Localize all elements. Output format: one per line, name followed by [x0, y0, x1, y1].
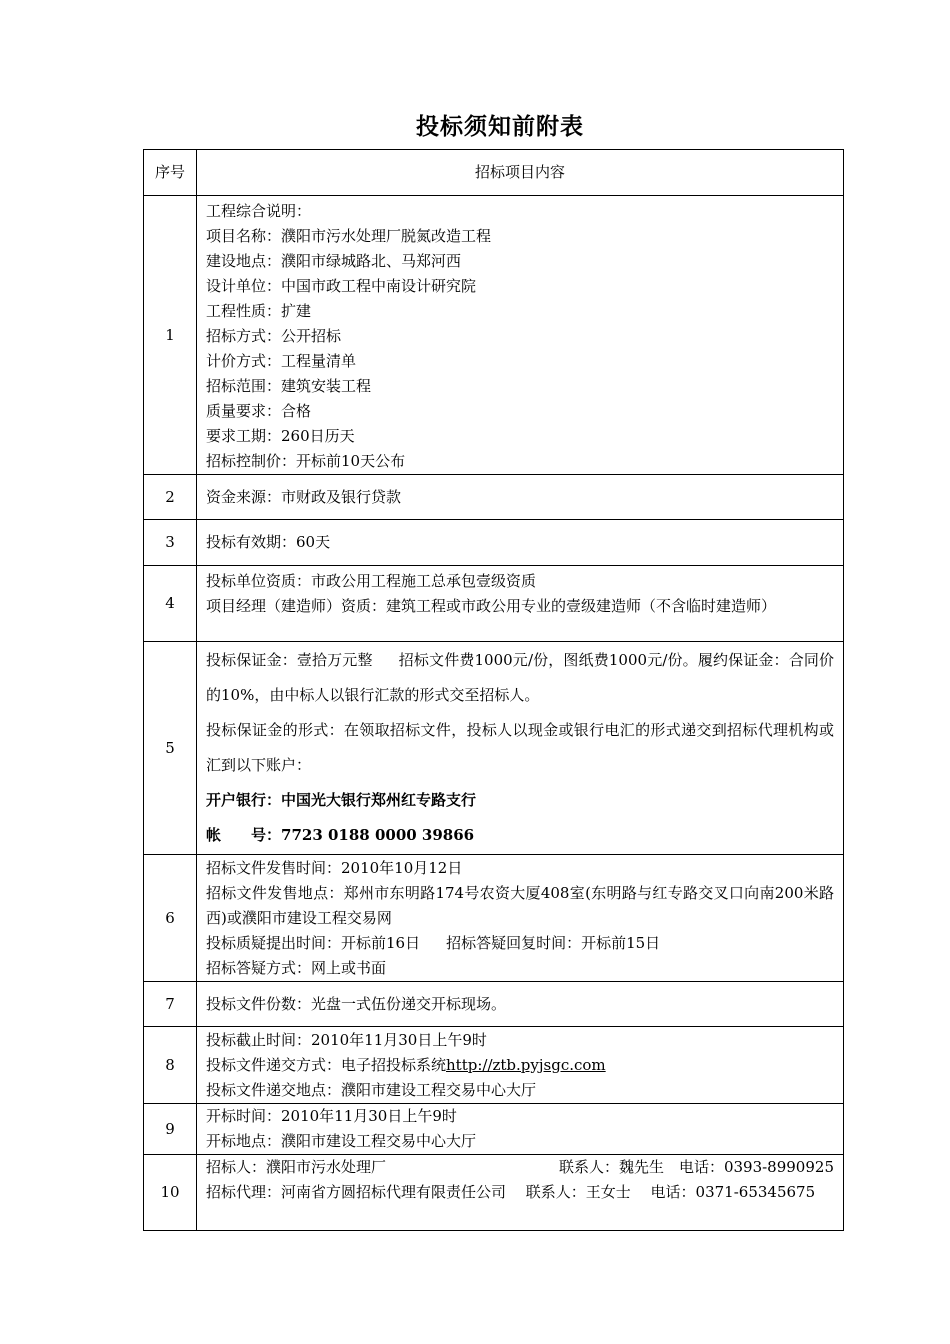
agency-contact: 招标代理：河南省方圆招标代理有限责任公司 联系人：王女士 电话：0371-65345675 — [206, 1183, 816, 1201]
table-row — [144, 196, 844, 475]
bank-account-line — [206, 818, 834, 853]
manager-qualification: 项目经理（建造师）资质：建筑工程或市政公用专业的壹级建造师（不含临时建造师） — [206, 597, 777, 615]
opening-location: 开标地点：濮阳市建设工程交易中心大厅 — [206, 1132, 477, 1150]
design-unit: 设计单位：中国市政工程中南设计研究院 — [206, 277, 477, 295]
row-number: 9 — [144, 1104, 197, 1155]
row-number: 1 — [144, 196, 197, 475]
table-row — [144, 855, 844, 982]
row-content — [197, 1027, 844, 1104]
construction-period: 要求工期：260日历天 — [206, 427, 355, 445]
sale-time: 招标文件发售时间：2010年10月12日 — [206, 859, 463, 877]
query-deadline: 投标质疑提出时间：开标前16日 — [206, 934, 421, 952]
tenderer: 招标人：濮阳市污水处理厂 — [206, 1158, 387, 1176]
row-number: 10 — [144, 1155, 197, 1231]
row-number: 7 — [144, 982, 197, 1027]
opening-time: 开标时间：2010年11月30日上午9时 — [206, 1107, 457, 1125]
row-number: 4 — [144, 566, 197, 642]
sale-location: 招标文件发售地点：郑州市东明路174号农资大厦408室(东明路与红专路交叉口向南200米路西)或濮阳市建设工程交易网 — [206, 884, 834, 927]
submission-method — [206, 1053, 834, 1078]
tenderer-line — [206, 1155, 834, 1180]
table-row — [144, 566, 844, 642]
row-content — [197, 196, 844, 475]
project-name: 项目名称：濮阳市污水处理厂脱氮改造工程 — [206, 227, 492, 245]
row-number: 8 — [144, 1027, 197, 1104]
account-number: 7723 0188 0000 39866 — [281, 826, 475, 844]
row-content — [197, 1155, 844, 1231]
document-fees: 招标文件费1000元/份，图纸费1000元/份。履约保证金：合同价的10%，由中标人以银行汇款的形式交至招标人。 — [206, 651, 834, 704]
bidder-qualification: 投标单位资质：市政公用工程施工总承包壹级资质 — [206, 572, 537, 590]
table-row — [144, 1155, 844, 1231]
table-row — [144, 520, 844, 566]
submission-location: 投标文件递交地点：濮阳市建设工程交易中心大厅 — [206, 1081, 537, 1099]
reply-method: 招标答疑方式：网上或书面 — [206, 959, 387, 977]
table-row — [144, 642, 844, 855]
bid-method: 招标方式：公开招标 — [206, 327, 342, 345]
table-row — [144, 982, 844, 1027]
quality-requirement: 质量要求：合格 — [206, 402, 312, 420]
row-content — [197, 520, 844, 566]
row-number: 5 — [144, 642, 197, 855]
row-number: 3 — [144, 520, 197, 566]
row-number: 6 — [144, 855, 197, 982]
control-price: 招标控制价：开标前10天公布 — [206, 452, 406, 470]
row-number: 2 — [144, 475, 197, 520]
ztb-system-link[interactable]: http://ztb.pyjsgc.com — [446, 1056, 606, 1074]
row-content — [197, 566, 844, 642]
col-header-content: 招标项目内容 — [197, 150, 844, 196]
bid-bond: 投标保证金：壹拾万元整 — [206, 651, 373, 669]
copies-required: 投标文件份数：光盘一式伍份递交开标现场。 — [206, 994, 507, 1013]
project-location: 建设地点：濮阳市绿城路北、马郑河西 — [206, 252, 462, 270]
account-label: 帐 号： — [206, 826, 282, 844]
table-row — [144, 1027, 844, 1104]
table-row — [144, 1104, 844, 1155]
col-header-no: 序号 — [144, 150, 197, 196]
row-content — [197, 475, 844, 520]
bid-validity: 投标有效期：60天 — [206, 533, 331, 551]
reply-time: 招标答疑回复时间：开标前15日 — [446, 934, 661, 952]
bid-bond-paragraph — [206, 643, 834, 713]
fund-source: 资金来源：市财政及银行贷款 — [206, 487, 402, 506]
bond-form: 投标保证金的形式：在领取招标文件，投标人以现金或银行电汇的形式递交到招标代理机构或汇到以下账户： — [206, 721, 834, 774]
pricing-method: 计价方式：工程量清单 — [206, 352, 357, 370]
bid-deadline: 投标截止时间：2010年11月30日上午9时 — [206, 1031, 487, 1049]
row-content — [197, 1104, 844, 1155]
bank-name: 开户银行：中国光大银行郑州红专路支行 — [206, 791, 477, 809]
row-content — [197, 642, 844, 855]
submission-method-label: 投标文件递交方式：电子招投标系统 — [206, 1056, 447, 1074]
overview-heading: 工程综合说明： — [206, 202, 312, 220]
query-times — [206, 931, 834, 956]
bid-notice-table — [143, 149, 844, 1231]
page-title: 投标须知前附表 — [416, 114, 584, 140]
table-row — [144, 475, 844, 520]
table-header-row — [144, 150, 844, 196]
row-content — [197, 982, 844, 1027]
row-content — [197, 855, 844, 982]
bid-scope: 招标范围：建筑安装工程 — [206, 377, 372, 395]
project-nature: 工程性质：扩建 — [206, 302, 312, 320]
tenderer-contact: 联系人：魏先生 电话：0393-8990925 — [558, 1158, 834, 1176]
